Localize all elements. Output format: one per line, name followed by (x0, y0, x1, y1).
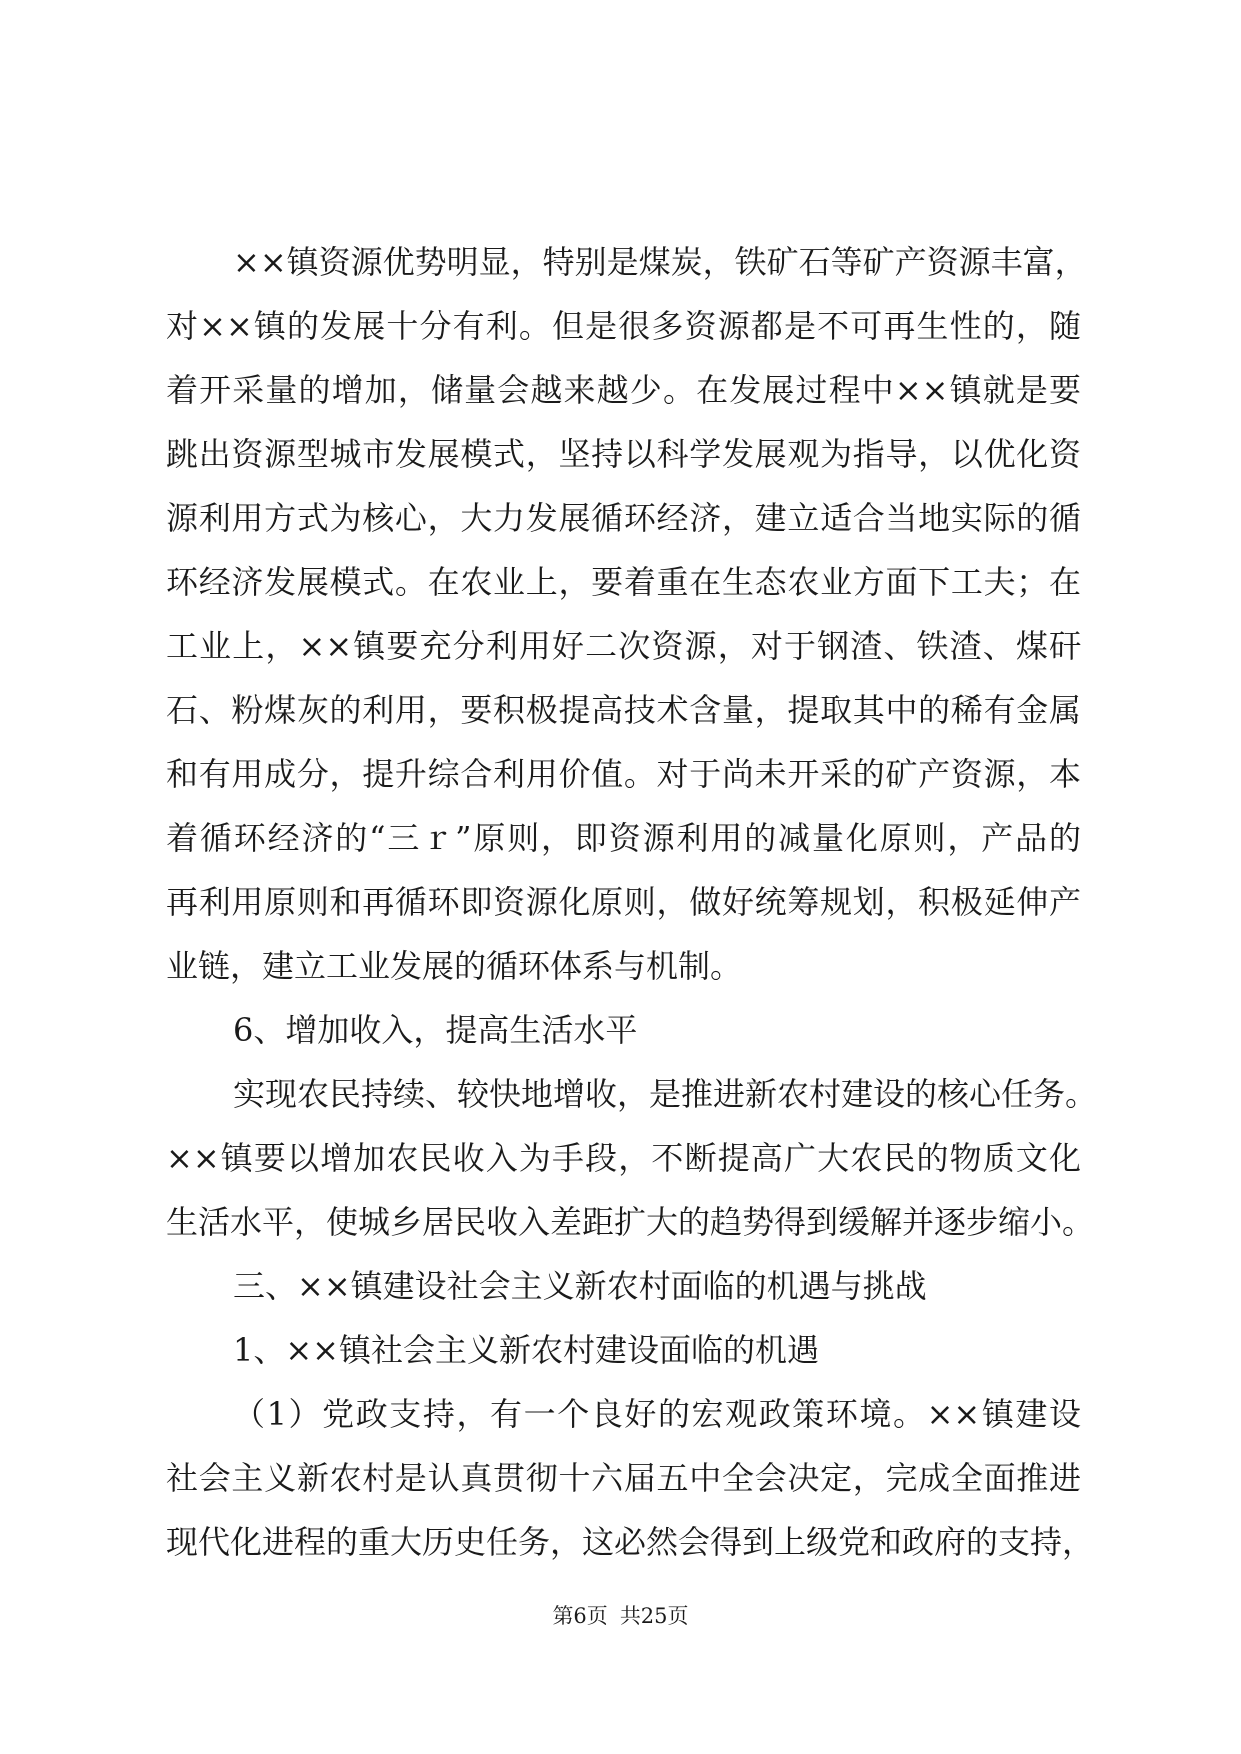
page-number: 第6页 (552, 1604, 608, 1628)
paragraph-line: 着开采量的增加，储量会越来越少。在发展过程中××镇就是要 (166, 371, 1081, 409)
document-body (166, 230, 1098, 1574)
paragraph-line: 生活水平，使城乡居民收入差距扩大的趋势得到缓解并逐步缩小。 (166, 1203, 1095, 1241)
paragraph-line: 着循环经济的“三ｒ”原则，即资源利用的减量化原则，产品的 (166, 819, 1081, 857)
subsection-heading: 1、××镇社会主义新农村建设面临的机遇 (233, 1331, 819, 1369)
paragraph-line: 现代化进程的重大历史任务，这必然会得到上级党和政府的支持， (166, 1523, 1095, 1561)
paragraph-line: 再利用原则和再循环即资源化原则，做好统筹规划，积极延伸产 (166, 883, 1081, 921)
section-heading: 6、增加收入，提高生活水平 (233, 1011, 638, 1049)
paragraph-line: （1）党政支持，有一个良好的宏观政策环境。××镇建设 (233, 1395, 1081, 1433)
paragraph-line: ××镇资源优势明显，特别是煤炭，铁矿石等矿产资源丰富， (233, 243, 1087, 281)
page-footer (0, 1602, 1241, 1630)
paragraph-line: 和有用成分，提升综合利用价值。对于尚未开采的矿产资源，本 (166, 755, 1081, 793)
page-total: 共25页 (619, 1604, 689, 1628)
section-heading: 三、××镇建设社会主义新农村面临的机遇与挑战 (233, 1267, 927, 1305)
paragraph-line: 源利用方式为核心，大力发展循环经济，建立适合当地实际的循 (166, 499, 1081, 537)
paragraph-line: 环经济发展模式。在农业上，要着重在生态农业方面下工夫；在 (166, 563, 1081, 601)
paragraph-line: 石、粉煤灰的利用，要积极提高技术含量，提取其中的稀有金属 (166, 691, 1081, 729)
paragraph-line: ××镇要以增加农民收入为手段，不断提高广大农民的物质文化 (166, 1139, 1081, 1177)
paragraph-line: 跳出资源型城市发展模式，坚持以科学发展观为指导，以优化资 (166, 435, 1081, 473)
paragraph-line: 实现农民持续、较快地增收，是推进新农村建设的核心任务。 (233, 1075, 1098, 1113)
paragraph-line: 对××镇的发展十分有利。但是很多资源都是不可再生性的，随 (166, 307, 1081, 345)
paragraph-line: 工业上，××镇要充分利用好二次资源，对于钢渣、铁渣、煤矸 (166, 627, 1081, 665)
paragraph-line: 业链，建立工业发展的循环体系与机制。 (166, 947, 743, 985)
paragraph-line: 社会主义新农村是认真贯彻十六届五中全会决定，完成全面推进 (166, 1459, 1081, 1497)
